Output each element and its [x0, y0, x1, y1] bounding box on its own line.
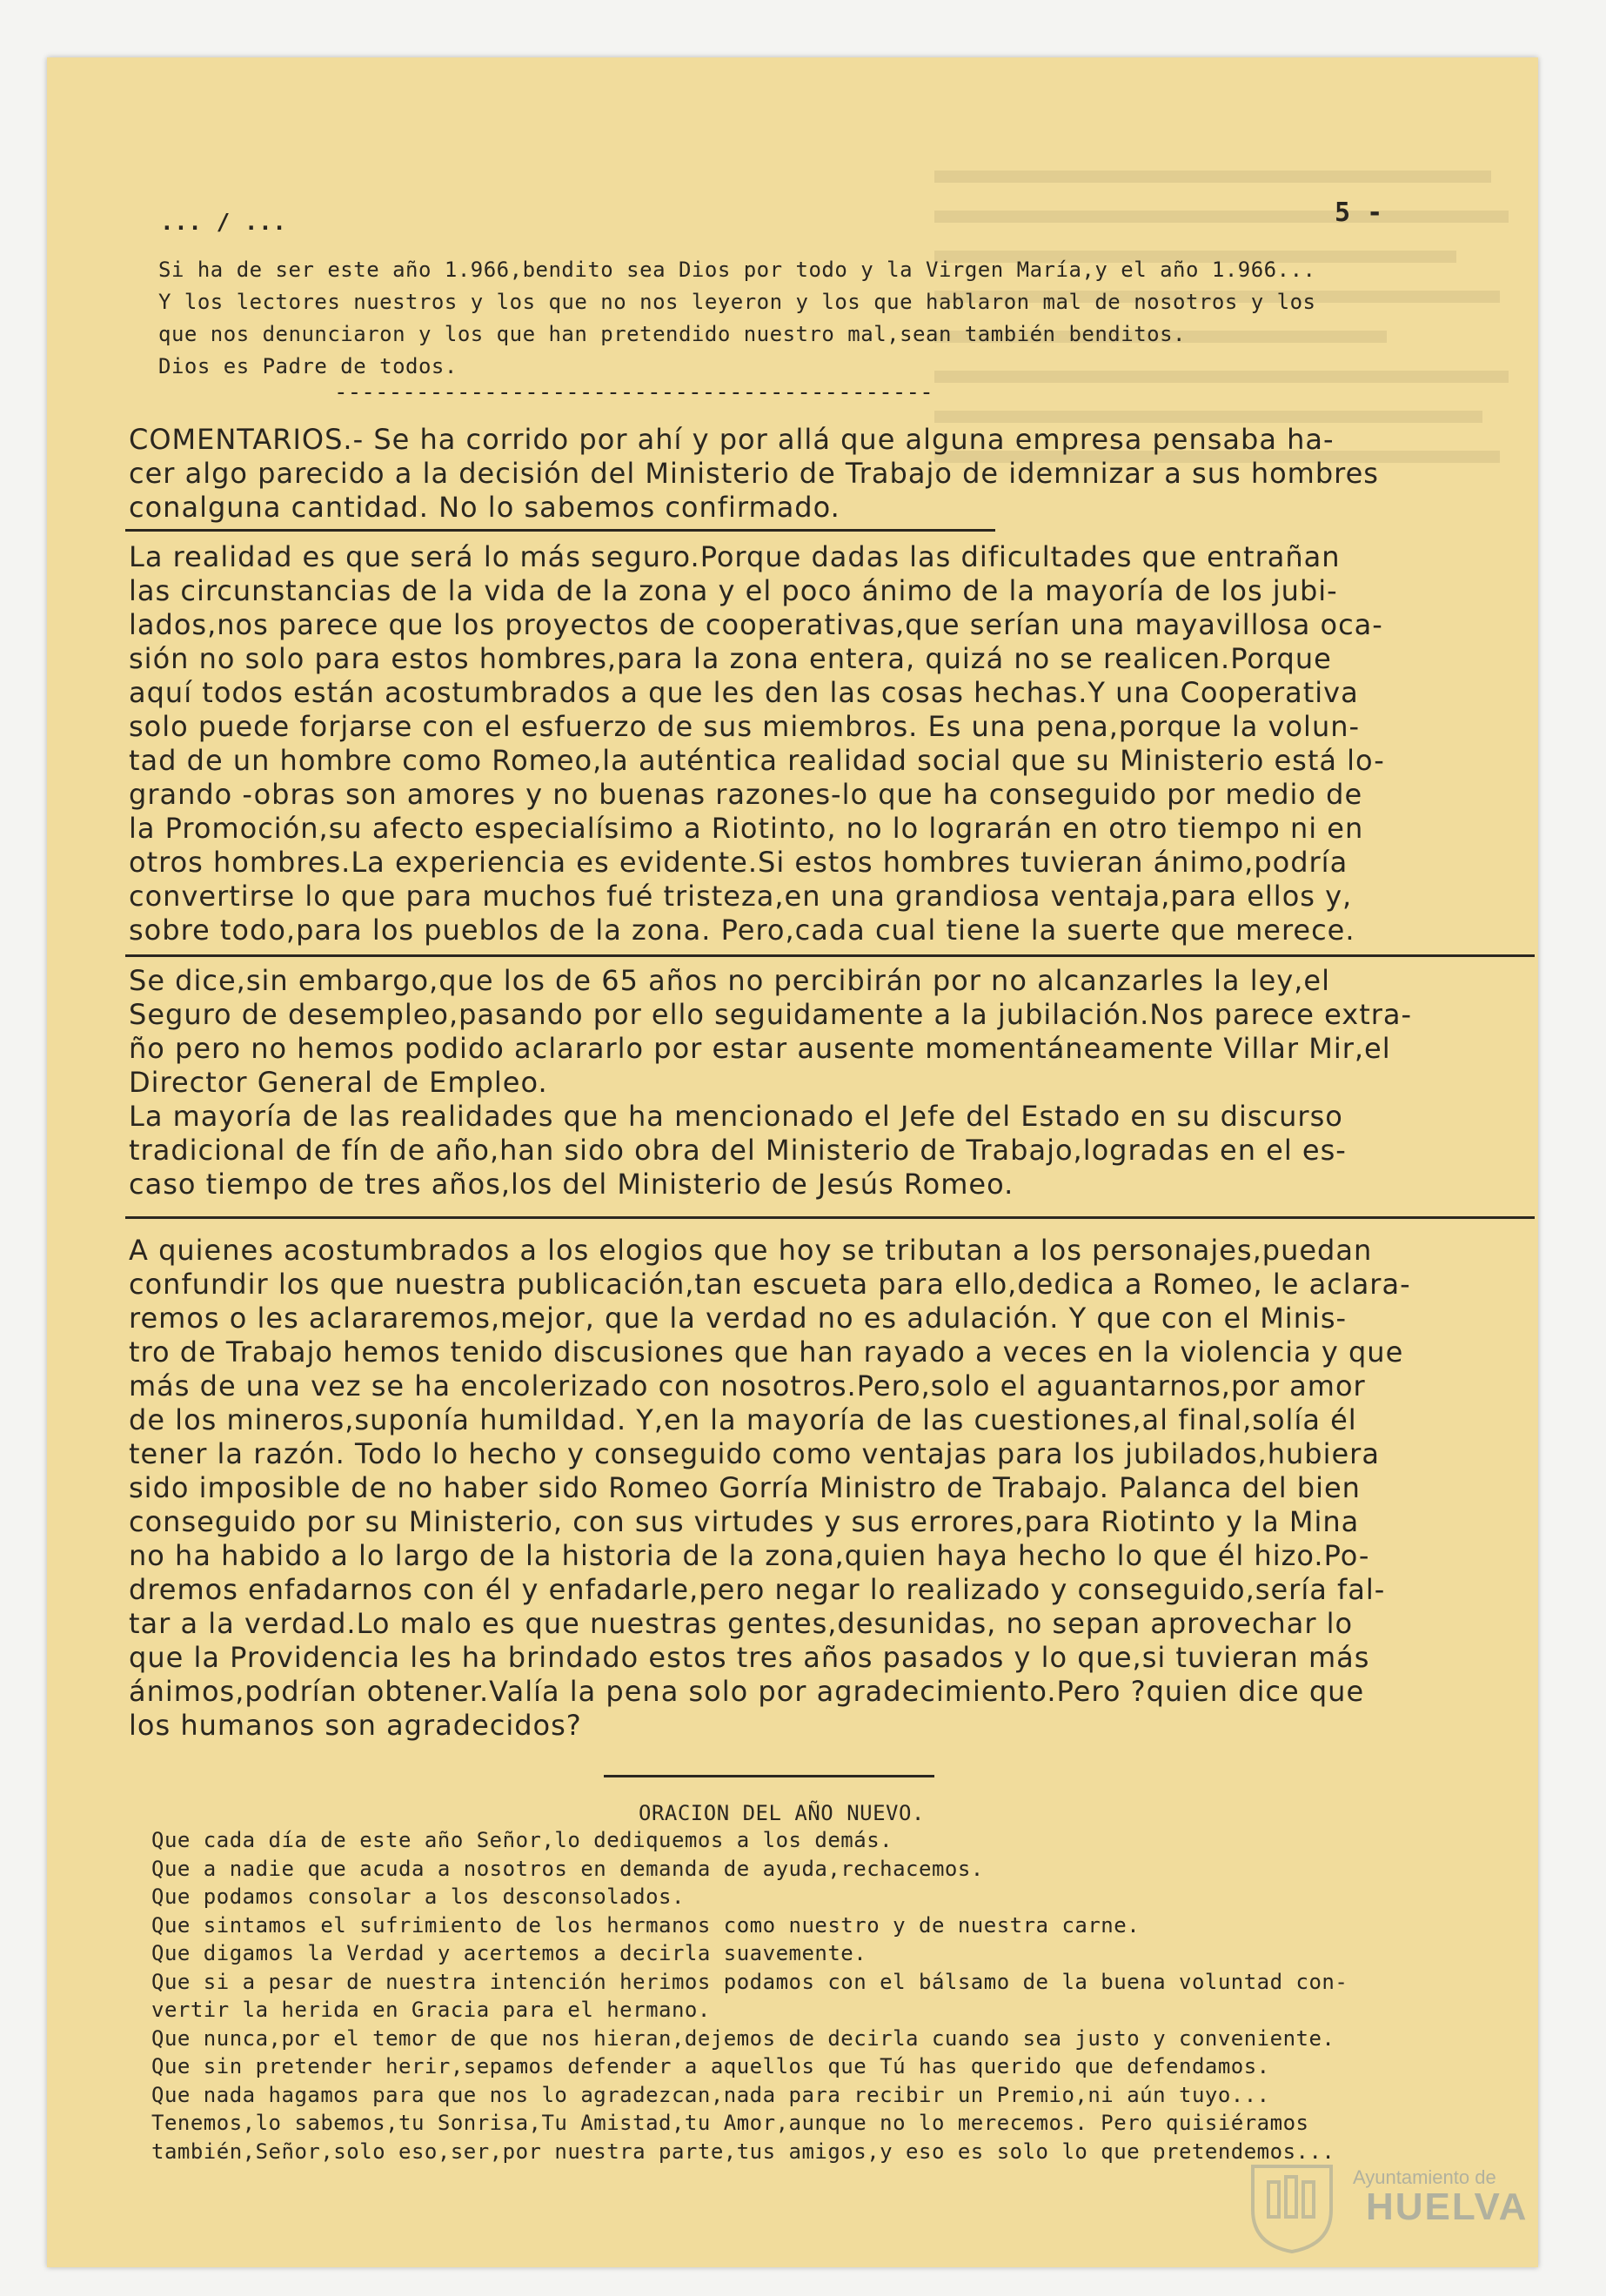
intro-block: [158, 254, 1315, 383]
document-page: [47, 57, 1538, 2267]
paragraph-line: remos o les aclararemos,mejor, que la verdad no es adulación. Y que con el Minis-: [129, 1302, 1348, 1335]
paragraph-line: Se dice,sin embargo,que los de 65 años no percibirán por no alcanzarles la ley,el: [129, 964, 1330, 997]
paragraph-realidad: [129, 540, 1385, 947]
watermark-line1: Ayuntamiento de: [1353, 2166, 1496, 2188]
continuation-mark: ... / ...: [160, 210, 287, 236]
oracion-line: Que digamos la Verdad y acertemos a decirla suavemente.: [151, 1941, 867, 1965]
paragraph-line: tro de Trabajo hemos tenido discusiones que han rayado a veces en la violencia y que: [129, 1335, 1404, 1369]
comentarios-block: [129, 423, 1379, 525]
paragraph-line: la Promoción,su afecto especialísimo a Riotinto, no lo lograrán en otro tiempo ni en: [129, 812, 1364, 845]
oracion-line: también,Señor,solo eso,ser,por nuestra parte,tus amigos,y eso es solo lo que pretendemos...: [151, 2139, 1335, 2164]
intro-line: que nos denunciaron y los que han pretendido nuestro mal,sean también benditos.: [158, 322, 1186, 346]
paragraph-line: ño pero no hemos podido aclararlo por estar ausente momentáneamente Villar Mir,el: [129, 1032, 1391, 1065]
comentarios-line: conalguna cantidad. No lo sabemos confirmado.: [129, 491, 840, 524]
divider-rule: [125, 1216, 1535, 1219]
paragraph-line: tradicional de fín de año,han sido obra del Ministerio de Trabajo,logradas en el es-: [129, 1134, 1347, 1167]
paragraph-line: Director General de Empleo.: [129, 1066, 548, 1099]
paragraph-line: más de una vez se ha encolerizado con nosotros.Pero,solo el aguantarnos,por amor: [129, 1369, 1366, 1402]
oracion-line: Que a nadie que acuda a nosotros en demanda de ayuda,rechacemos.: [151, 1856, 984, 1881]
paragraph-line: sión no solo para estos hombres,para la zona entera, quizá no se realicen.Porque: [129, 642, 1332, 675]
paragraph-line: tad de un hombre como Romeo,la auténtica realidad social que su Ministerio está lo-: [129, 744, 1385, 777]
paragraph-line: La mayoría de las realidades que ha mencionado el Jefe del Estado en su discurso: [129, 1100, 1343, 1133]
divider-rule: [125, 529, 995, 532]
paragraph-line: sobre todo,para los pueblos de la zona. Pero,cada cual tiene la suerte que merece.: [129, 914, 1355, 947]
oracion-line: Tenemos,lo sabemos,tu Sonrisa,Tu Amistad,tu Amor,aunque no lo merecemos. Pero quisiéramos: [151, 2111, 1309, 2135]
paragraph-line: de los mineros,suponía humildad. Y,en la mayoría de las cuestiones,al final,solía él: [129, 1403, 1357, 1436]
paragraph-line: lados,nos parece que los proyectos de cooperativas,que serían una mayavillosa oca-: [129, 608, 1383, 641]
paragraph-line: caso tiempo de tres años,los del Ministerio de Jesús Romeo.: [129, 1168, 1014, 1201]
paragraph-line: confundir los que nuestra publicación,tan escueta para ello,dedica a Romeo, le aclara-: [129, 1268, 1411, 1301]
watermark-line2: HUELVA: [1366, 2186, 1529, 2228]
comentarios-line: cer algo parecido a la decisión del Ministerio de Trabajo de idemnizar a sus hombres: [129, 457, 1379, 490]
paragraph-line: Seguro de desempleo,pasando por ello seguidamente a la jubilación.Nos parece extra-: [129, 998, 1413, 1031]
paragraph-line: que la Providencia les ha brindado estos tres años pasados y lo que,si tuvieran más: [129, 1641, 1370, 1674]
paragraph-line: tener la razón. Todo lo hecho y conseguido como ventajas para los jubilados,hubiera: [129, 1437, 1380, 1470]
paragraph-line: La realidad es que será lo más seguro.Porque dadas las dificultades que entrañan: [129, 540, 1341, 573]
paragraph-seguro: [129, 964, 1412, 1202]
comentarios-line: COMENTARIOS.- Se ha corrido por ahí y por allá que alguna empresa pensaba ha-: [129, 423, 1335, 456]
paragraph-line: dremos enfadarnos con él y enfadarle,pero negar lo realizado y conseguido,sería fal-: [129, 1573, 1386, 1606]
oracion-title: ORACION DEL AÑO NUEVO.: [639, 1801, 925, 1825]
oracion-line: Que podamos consolar a los desconsolados.: [151, 1884, 685, 1909]
paragraph-line: los humanos son agradecidos?: [129, 1709, 582, 1742]
divider-rule: [125, 954, 1535, 957]
oracion-line: Que cada día de este año Señor,lo dediquemos a los demás.: [151, 1828, 893, 1852]
paragraph-line: tar a la verdad.Lo malo es que nuestras gentes,desunidas, no sepan aprovechar lo: [129, 1607, 1354, 1640]
paragraph-line: grando -obras son amores y no buenas razones-lo que ha conseguido por medio de: [129, 778, 1363, 811]
paragraph-line: convertirse lo que para muchos fué tristeza,en una grandiosa ventaja,para ellos y,: [129, 880, 1353, 913]
oracion-block: [151, 1826, 1348, 2165]
divider-rule: [604, 1775, 934, 1777]
oracion-line: Que nunca,por el temor de que nos hieran,dejemos de decirla cuando sea justo y conveniente.: [151, 2025, 1335, 2051]
paragraph-elogios: [129, 1234, 1411, 1743]
oracion-line: Que nada hagamos para que nos lo agradezcan,nada para recibir un Premio,ni aún tuyo...: [151, 2082, 1270, 2107]
page-number: 5 -: [1335, 197, 1383, 228]
paragraph-line: aquí todos están acostumbrados a que les den las cosas hechas.Y una Cooperativa: [129, 676, 1359, 709]
oracion-line: Que sintamos el sufrimiento de los hermanos como nuestro y de nuestra carne.: [151, 1912, 1141, 1938]
paragraph-line: ánimos,podrían obtener.Valía la pena solo por agradecimiento.Pero ?quien dice que: [129, 1675, 1365, 1708]
oracion-line: Que si a pesar de nuestra intención herimos podamos con el bálsamo de la buena voluntad con-: [151, 1969, 1348, 1994]
intro-line: Dios es Padre de todos.: [158, 354, 458, 378]
paragraph-line: no ha habido a lo largo de la historia de la zona,quien haya hecho lo que él hizo.Po-: [129, 1539, 1370, 1572]
paragraph-line: conseguido por su Ministerio, con sus virtudes y sus errores,para Riotinto y la Mina: [129, 1505, 1360, 1538]
oracion-line: Que sin pretender herir,sepamos defender a aquellos que Tú has querido que defendamos.: [151, 2054, 1270, 2078]
paragraph-line: A quienes acostumbrados a los elogios que hoy se tributan a los personajes,puedan: [129, 1234, 1373, 1267]
paragraph-line: otros hombres.La experiencia es evidente.Si estos hombres tuvieran ánimo,podría: [129, 846, 1348, 879]
paragraph-line: sido imposible de no haber sido Romeo Gorría Ministro de Trabajo. Palanca del bien: [129, 1471, 1361, 1504]
paragraph-line: las circunstancias de la vida de la zona y el poco ánimo de la mayoría de los jubi-: [129, 574, 1338, 607]
intro-line: Y los lectores nuestros y los que no nos leyeron y los que hablaron mal de nosotros y los: [158, 290, 1316, 314]
oracion-line: vertir la herida en Gracia para el hermano.: [151, 1998, 711, 2022]
intro-line: Si ha de ser este año 1.966,bendito sea Dios por todo y la Virgen María,y el año 1.966...: [158, 258, 1316, 282]
separator-line: --------------------------------------------: [334, 379, 933, 405]
paragraph-line: solo puede forjarse con el esfuerzo de sus miembros. Es una pena,porque la volun-: [129, 710, 1361, 743]
